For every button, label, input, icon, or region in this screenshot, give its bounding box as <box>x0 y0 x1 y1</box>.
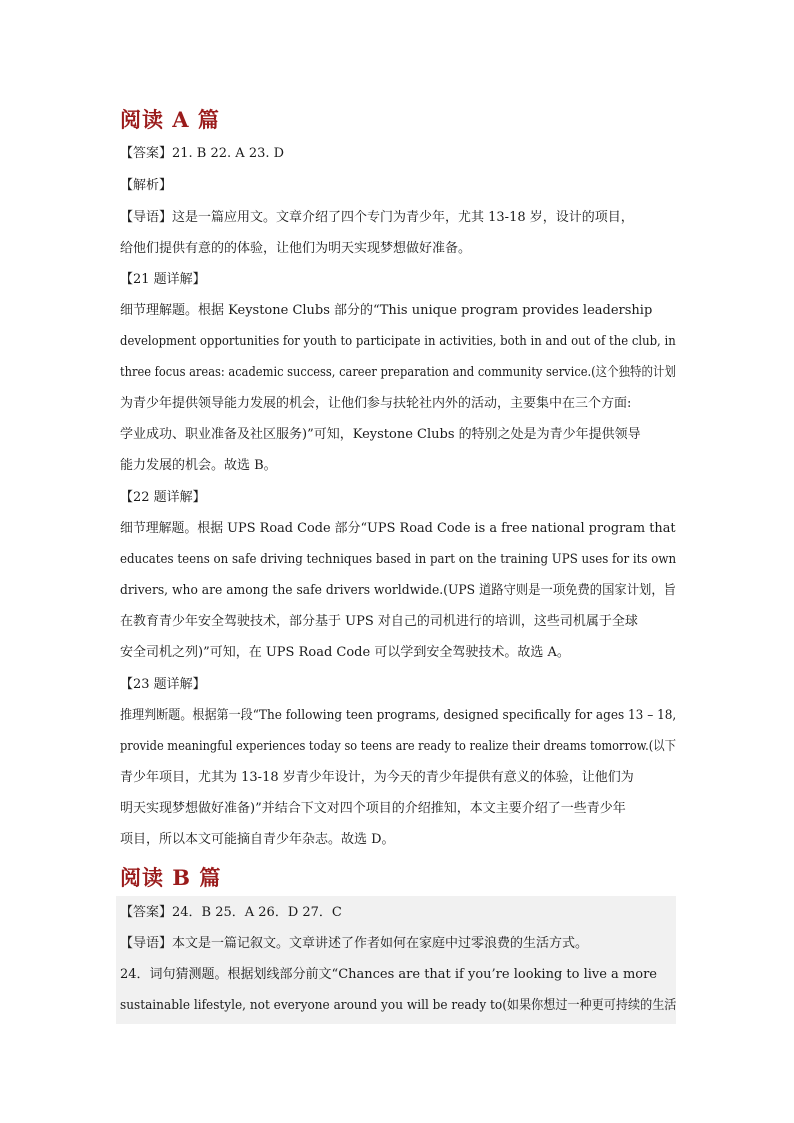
q21-label: 【21 题详解】 <box>120 272 206 287</box>
q23-label: 【23 题详解】 <box>120 677 206 692</box>
q23-line: provide meaningful experiences today so teens are ready to realize their dreams tomorrow.(以下 <box>120 739 676 754</box>
section-b-title: 阅读 B 篇 <box>120 865 222 890</box>
q22-line: 细节理解题。根据 UPS Road Code 部分“UPS Road Code is a free national program that <box>120 521 676 536</box>
section-b-guide: 【导语】本文是一篇记叙文。文章讲述了作者如何在家庭中过零浪费的生活方式。 <box>120 936 589 951</box>
q23-line: 推理判断题。根据第一段“The following teen programs, designed specifically for ages 13 – 18, <box>120 708 677 723</box>
q21-line: 学业成功、职业准备及社区服务)”可知，Keystone Clubs 的特别之处是为青少年提供领导 <box>120 427 641 442</box>
q21-line: development opportunities for youth to participate in activities, both in and out of the club, in <box>120 334 676 349</box>
section-a-title: 阅读 A 篇 <box>120 107 220 132</box>
q24-line: 24．词句猜测题。根据划线部分前文“Chances are that if you’re looking to live a more <box>120 967 658 982</box>
guide-line: 【导语】这是一篇应用文。文章介绍了四个专门为青少年，尤其 13-18 岁，设计的项目， <box>120 210 634 225</box>
analysis-label: 【解析】 <box>120 178 173 193</box>
q21-line: 细节理解题。根据 Keystone Clubs 部分的“This unique program provides leadership <box>120 303 653 318</box>
q23-line: 项目，所以本文可能摘自青少年杂志。故选 D。 <box>120 832 395 847</box>
q22-line: 在教育青少年安全驾驶技术，部分基于 UPS 对自己的司机进行的培训，这些司机属于全球 <box>120 614 638 629</box>
q21-line: 能力发展的机会。故选 B。 <box>120 458 277 473</box>
q22-line: drivers, who are among the safe drivers worldwide.(UPS 道路守则是一项免费的国家计划，旨 <box>120 583 676 598</box>
q22-line: educates teens on safe driving techniques based in part on the training UPS uses for its own <box>120 552 677 567</box>
q23-line: 明天实现梦想做好准备)”并结合下文对四个项目的介绍推知，本文主要介绍了一些青少年 <box>120 801 626 816</box>
q22-label: 【22 题详解】 <box>120 490 206 505</box>
q21-line: 为青少年提供领导能力发展的机会，让他们参与扶轮社内外的活动，主要集中在三个方面: <box>120 396 632 411</box>
q24-line: sustainable lifestyle, not everyone around you will be ready to(如果你想过一种更可持续的生活 <box>120 998 677 1013</box>
q22-line: 安全司机之列)”可知，在 UPS Road Code 可以学到安全驾驶技术。故选 A。 <box>120 645 570 660</box>
section-b-answer: 【答案】24．B 25．A 26．D 27．C <box>120 905 342 920</box>
q21-line: three focus areas: academic success, career preparation and community service.(这个独特的计划 <box>120 365 676 380</box>
section-a-answer: 【答案】21. B 22. A 23. D <box>120 146 285 161</box>
guide-line: 给他们提供有意的的体验，让他们为明天实现梦想做好准备。 <box>120 241 472 256</box>
q23-line: 青少年项目，尤其为 13-18 岁青少年设计，为今天的青少年提供有意义的体验，让他们为 <box>120 770 634 785</box>
